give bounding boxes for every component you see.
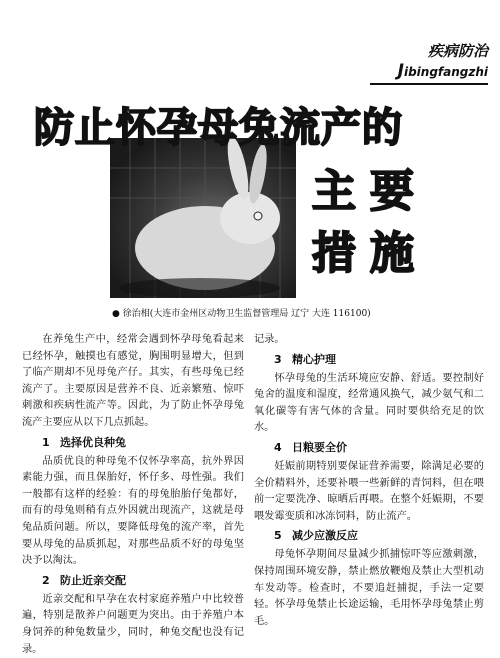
pinyin-initial: J (397, 61, 404, 81)
rabbit-illustration (110, 138, 296, 298)
column-marker-pinyin (370, 61, 488, 81)
continued-text: 记录。 (254, 334, 285, 345)
section-1-title: 选择优良种兔 (60, 435, 126, 449)
section-4-title: 日粮要全价 (292, 440, 347, 454)
section-1-heading (22, 435, 244, 451)
section-3-number: 3 (274, 352, 282, 366)
left-column (22, 332, 244, 658)
intro-paragraph: 在养兔生产中，经常会遇到怀孕母兔看起来已经怀孕，触摸也有感觉，胸围明显增大，但到了临产期却不见母兔产仔。其实，有些母兔已经流产了。主要原因是营养不良、近亲繁殖、惊吓刺激和疾病性流产等。因此，为了防止怀孕母兔流产主要应从以下几点抓起。 (22, 334, 244, 428)
section-4-body: 妊娠前期特别要保证营养需要，除满足必要的全价精料外，还要补喂一些新鲜的青饲料，但在喂前一定要洗净、晾晒后再喂。在整个妊娠期，不要喂发霉变质和冰冻饲料，防止流产。 (254, 460, 484, 522)
section-1-number: 1 (42, 435, 50, 449)
subtitle-char-4: 施 (370, 228, 414, 279)
subtitle-char-3: 措 (312, 228, 356, 279)
section-4-heading (254, 440, 484, 456)
right-column (254, 332, 484, 630)
column-marker-chinese: 疾病防治 (427, 42, 488, 60)
section-4-number: 4 (274, 440, 282, 454)
subtitle-char-1: 主 (312, 166, 356, 217)
section-3-heading (254, 352, 484, 368)
column-marker (370, 40, 488, 85)
column-marker-rule (370, 83, 488, 85)
rabbit-photo (110, 138, 296, 298)
subtitle-char-2: 要 (370, 166, 414, 217)
section-2-title: 防止近亲交配 (60, 573, 126, 587)
section-2-number: 2 (42, 573, 50, 587)
section-5-body: 母兔怀孕期间尽量减少抓捕惊吓等应激刺激，保持周围环境安静，禁止燃放鞭炮及禁止大型机动车发动等。检查时，不要追赶捕捉，手法一定要轻。怀孕母兔禁止长途运输，毛用怀孕母兔禁止剪毛。 (254, 549, 484, 627)
section-5-number: 5 (274, 529, 282, 543)
section-2-body: 近亲交配和早孕在农村家庭养殖户中比较普遍，特别是散养户问题更为突出。由于养殖户本身饲养的种兔数量少，同时，种兔交配也没有记录。 (22, 593, 244, 655)
section-3-title: 精心护理 (292, 352, 336, 366)
pinyin-rest: ibingfangzhi (403, 65, 488, 79)
author-byline: ● 徐治相(大连市金州区动物卫生监督管理局 辽宁 大连 116100) (112, 309, 371, 319)
section-1-body: 品质优良的种母兔不仅怀孕率高，抗外界因素能力强，而且保胎好，怀仔多、母性强。我们一般都有这样的经验：有的母兔胎胎仔兔都好，而有的母兔则稍有点外因就出现流产，这就是母兔品质问题。所以，要降低母兔的流产率，首先要从母兔的品质抓起，对那些品质不好的母兔坚决予以淘汰。 (22, 455, 244, 567)
article-title: 防止怀孕母兔流产的 (34, 105, 403, 151)
section-5-title: 减少应激反应 (292, 529, 358, 543)
section-5-heading (254, 528, 484, 544)
section-3-body: 怀孕母兔的生活环境应安静、舒适。要控制好兔舍的温度和湿度，经常通风换气，减少氨气和二氧化碳等有害气体的含量。同时要供给充足的饮水。 (254, 372, 484, 434)
section-2-heading (22, 573, 244, 589)
